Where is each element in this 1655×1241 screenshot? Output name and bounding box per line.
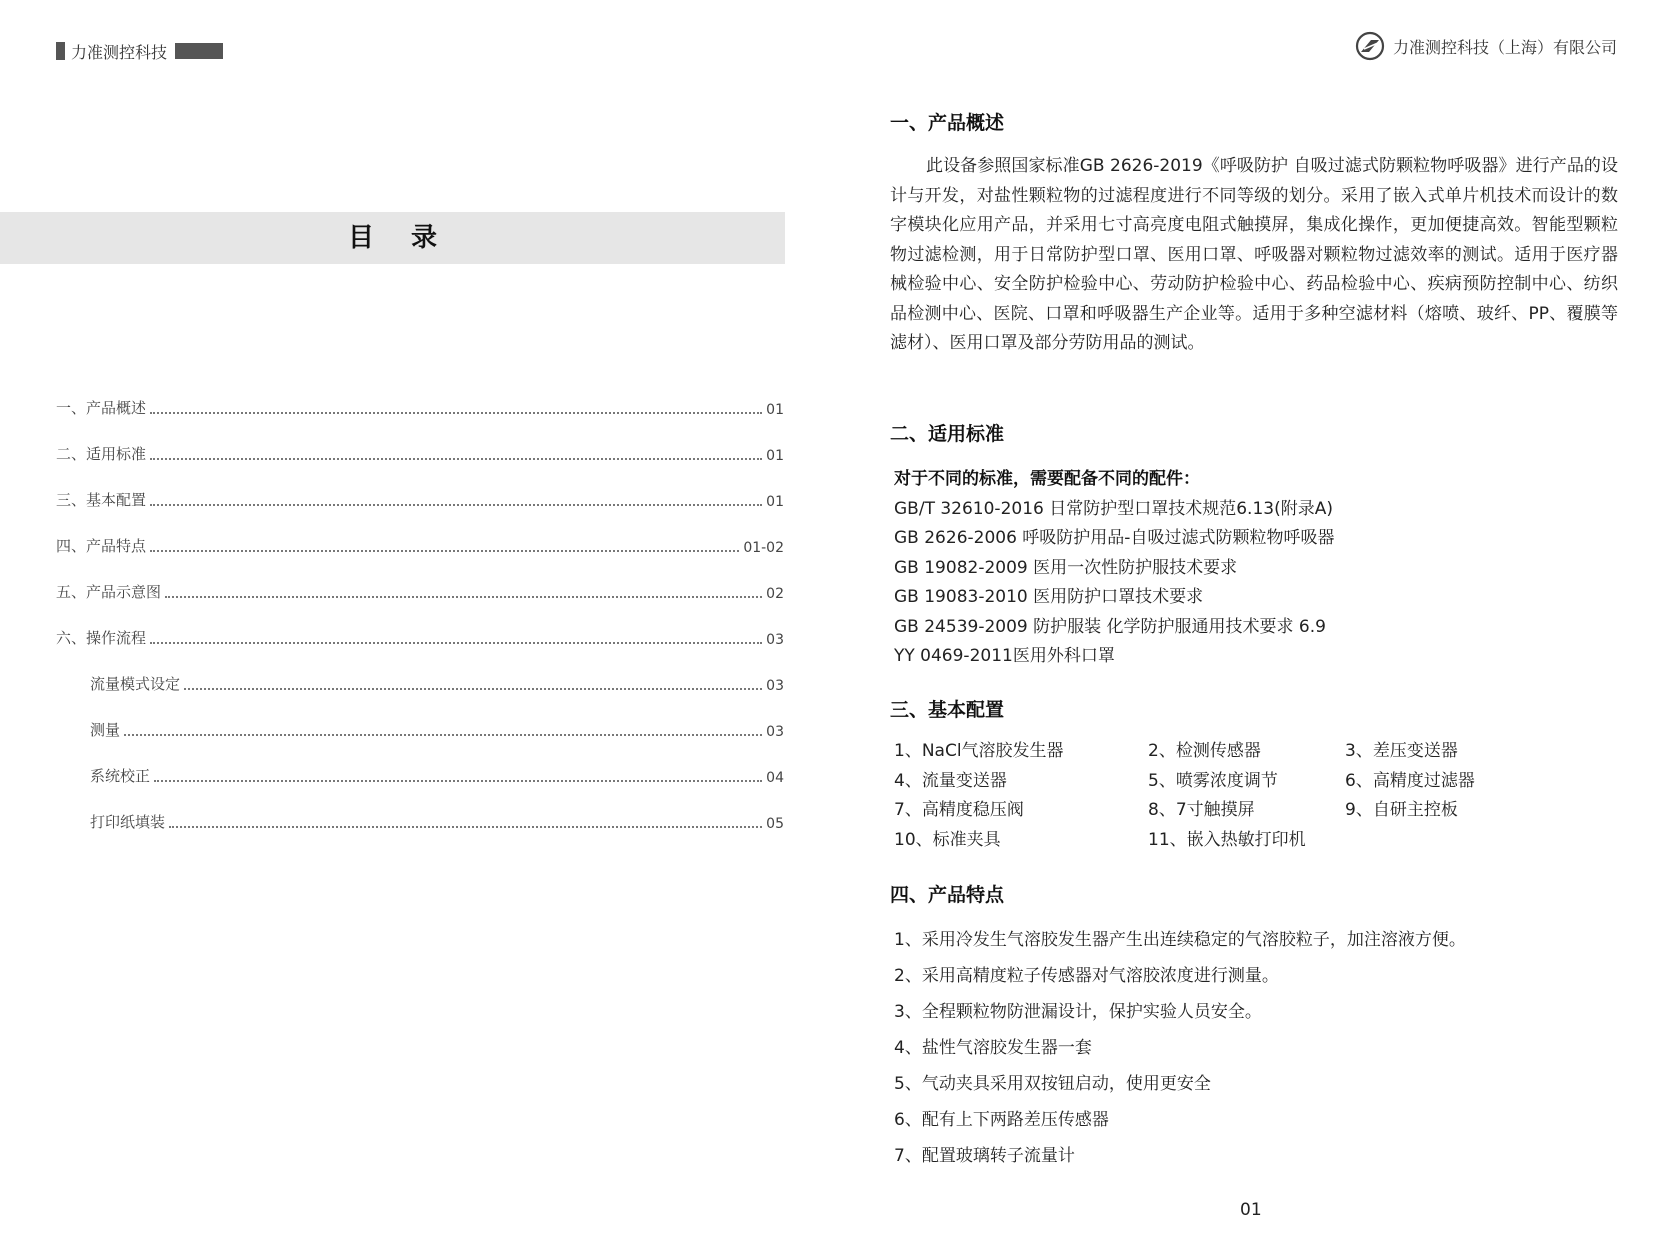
config-item: 5、喷雾浓度调节 — [1148, 771, 1278, 791]
toc-item-page: 01-02 — [743, 540, 784, 556]
toc-item-page: 03 — [766, 632, 784, 648]
toc-item-label: 系统校正 — [90, 767, 151, 785]
header-company-name: 力准测控科技（上海）有限公司 — [1393, 37, 1618, 57]
standard-item: YY 0469-2011医用外科口罩 — [894, 646, 1115, 666]
right-page-header — [1355, 30, 1617, 62]
config-item: 9、自研主控板 — [1345, 800, 1458, 820]
config-item: 2、检测传感器 — [1148, 741, 1261, 761]
toc-item-label: 四、产品特点 — [56, 537, 147, 555]
toc-item-page: 01 — [766, 494, 784, 510]
toc-subitem[interactable] — [90, 766, 784, 786]
toc-item-page: 05 — [766, 816, 784, 832]
toc-item[interactable] — [56, 490, 784, 510]
toc-item-label: 六、操作流程 — [56, 629, 147, 647]
overview-paragraph: 此设备参照国家标准GB 2626-2019《呼吸防护 自吸过滤式防颗粒物呼吸器》进行产品的设计与开发，对盐性颗粒物的过滤程度进行不同等级的划分。采用了嵌入式单片机技术而设计的数字模块化应用产品，并采用七寸高亮度电阻式触摸屏，集成化操作，更加便捷高效。智能型颗粒物过滤检测，用于日常防护型口罩、医用口罩、呼吸器对颗粒物过滤效率的测试。适用于医疗器械检验中心、安全防护检验中心、劳动防护检验中心、药品检验中心、疾病预防控制中心、纺织品检测中心、医院、口罩和呼吸器生产企业等。适用于多种空滤材料（熔喷、玻纤、PP、覆膜等滤材）、医用口罩及部分劳防用品的测试。 — [890, 156, 1618, 353]
toc-leader-dots — [150, 550, 739, 552]
feature-item: 4、盐性气溶胶发生器一套 — [894, 1038, 1092, 1058]
toc-subitem[interactable] — [90, 674, 784, 694]
toc-leader-dots — [150, 504, 762, 506]
feature-item: 2、采用高精度粒子传感器对气溶胶浓度进行测量。 — [894, 966, 1279, 986]
toc-item-page: 01 — [766, 402, 784, 418]
toc-item-label: 二、适用标准 — [56, 445, 147, 463]
toc-item-page: 03 — [766, 678, 784, 694]
toc-item[interactable] — [56, 536, 784, 556]
config-item: 3、差压变送器 — [1345, 741, 1458, 761]
config-item: 6、高精度过滤器 — [1345, 771, 1475, 791]
toc-leader-dots — [184, 688, 762, 690]
toc-item[interactable] — [56, 582, 784, 602]
toc-item-label: 流量模式设定 — [90, 675, 181, 693]
standard-item: GB/T 32610-2016 日常防护型口罩技术规范6.13(附录A) — [894, 499, 1333, 519]
toc-item-label: 测量 — [90, 721, 121, 739]
standard-item: GB 19083-2010 医用防护口罩技术要求 — [894, 587, 1204, 607]
section-heading-overview: 一、产品概述 — [890, 112, 1005, 134]
config-item: 1、NaCl气溶胶发生器 — [894, 741, 1064, 761]
section-heading-standards: 二、适用标准 — [890, 423, 1005, 445]
toc-title: 目 录 — [347, 223, 452, 253]
header-brand: 力准测控科技 — [71, 42, 168, 62]
feature-item: 5、气动夹具采用双按钮启动，使用更安全 — [894, 1074, 1211, 1094]
header-bar-mark — [175, 43, 223, 59]
toc-subitem[interactable] — [90, 812, 784, 832]
toc-title-banner — [0, 212, 785, 264]
left-page-header — [56, 40, 223, 62]
toc-leader-dots — [154, 780, 762, 782]
toc-item[interactable] — [56, 628, 784, 648]
toc-leader-dots — [150, 642, 762, 644]
toc-item-page: 01 — [766, 448, 784, 464]
config-item: 10、标准夹具 — [894, 830, 1001, 850]
feature-item: 3、全程颗粒物防泄漏设计，保护实验人员安全。 — [894, 1002, 1262, 1022]
feature-item: 7、配置玻璃转子流量计 — [894, 1146, 1075, 1166]
section-heading-features: 四、产品特点 — [890, 884, 1005, 906]
toc-item[interactable] — [56, 444, 784, 464]
toc-leader-dots — [150, 412, 762, 414]
header-square-mark — [56, 42, 65, 60]
toc-leader-dots — [169, 826, 762, 828]
toc-leader-dots — [124, 734, 762, 736]
toc-item-label: 五、产品示意图 — [56, 583, 162, 601]
feature-item: 1、采用冷发生气溶胶发生器产生出连续稳定的气溶胶粒子，加注溶液方便。 — [894, 930, 1466, 950]
section-heading-config: 三、基本配置 — [890, 699, 1005, 721]
feature-item: 6、配有上下两路差压传感器 — [894, 1110, 1109, 1130]
page-number: 01 — [1240, 1200, 1262, 1220]
standard-item: GB 19082-2009 医用一次性防护服技术要求 — [894, 558, 1238, 578]
config-item: 4、流量变送器 — [894, 771, 1007, 791]
standard-item: GB 2626-2006 呼吸防护用品-自吸过滤式防颗粒物呼吸器 — [894, 528, 1335, 548]
config-item: 8、7寸触摸屏 — [1148, 800, 1255, 820]
standards-intro: 对于不同的标准，需要配备不同的配件： — [894, 469, 1200, 489]
company-logo-icon — [1355, 31, 1385, 61]
standard-item: GB 24539-2009 防护服装 化学防护服通用技术要求 6.9 — [894, 617, 1326, 637]
toc-leader-dots — [165, 596, 762, 598]
toc-item-page: 04 — [766, 770, 784, 786]
toc-item-label: 打印纸填装 — [90, 813, 166, 831]
toc-subitem[interactable] — [90, 720, 784, 740]
toc-item-label: 一、产品概述 — [56, 399, 147, 417]
config-item: 11、嵌入热敏打印机 — [1148, 830, 1306, 850]
toc-leader-dots — [150, 458, 762, 460]
config-item: 7、高精度稳压阀 — [894, 800, 1024, 820]
toc-item-page: 03 — [766, 724, 784, 740]
toc-item-label: 三、基本配置 — [56, 491, 147, 509]
toc-item-page: 02 — [766, 586, 784, 602]
toc-item[interactable] — [56, 398, 784, 418]
